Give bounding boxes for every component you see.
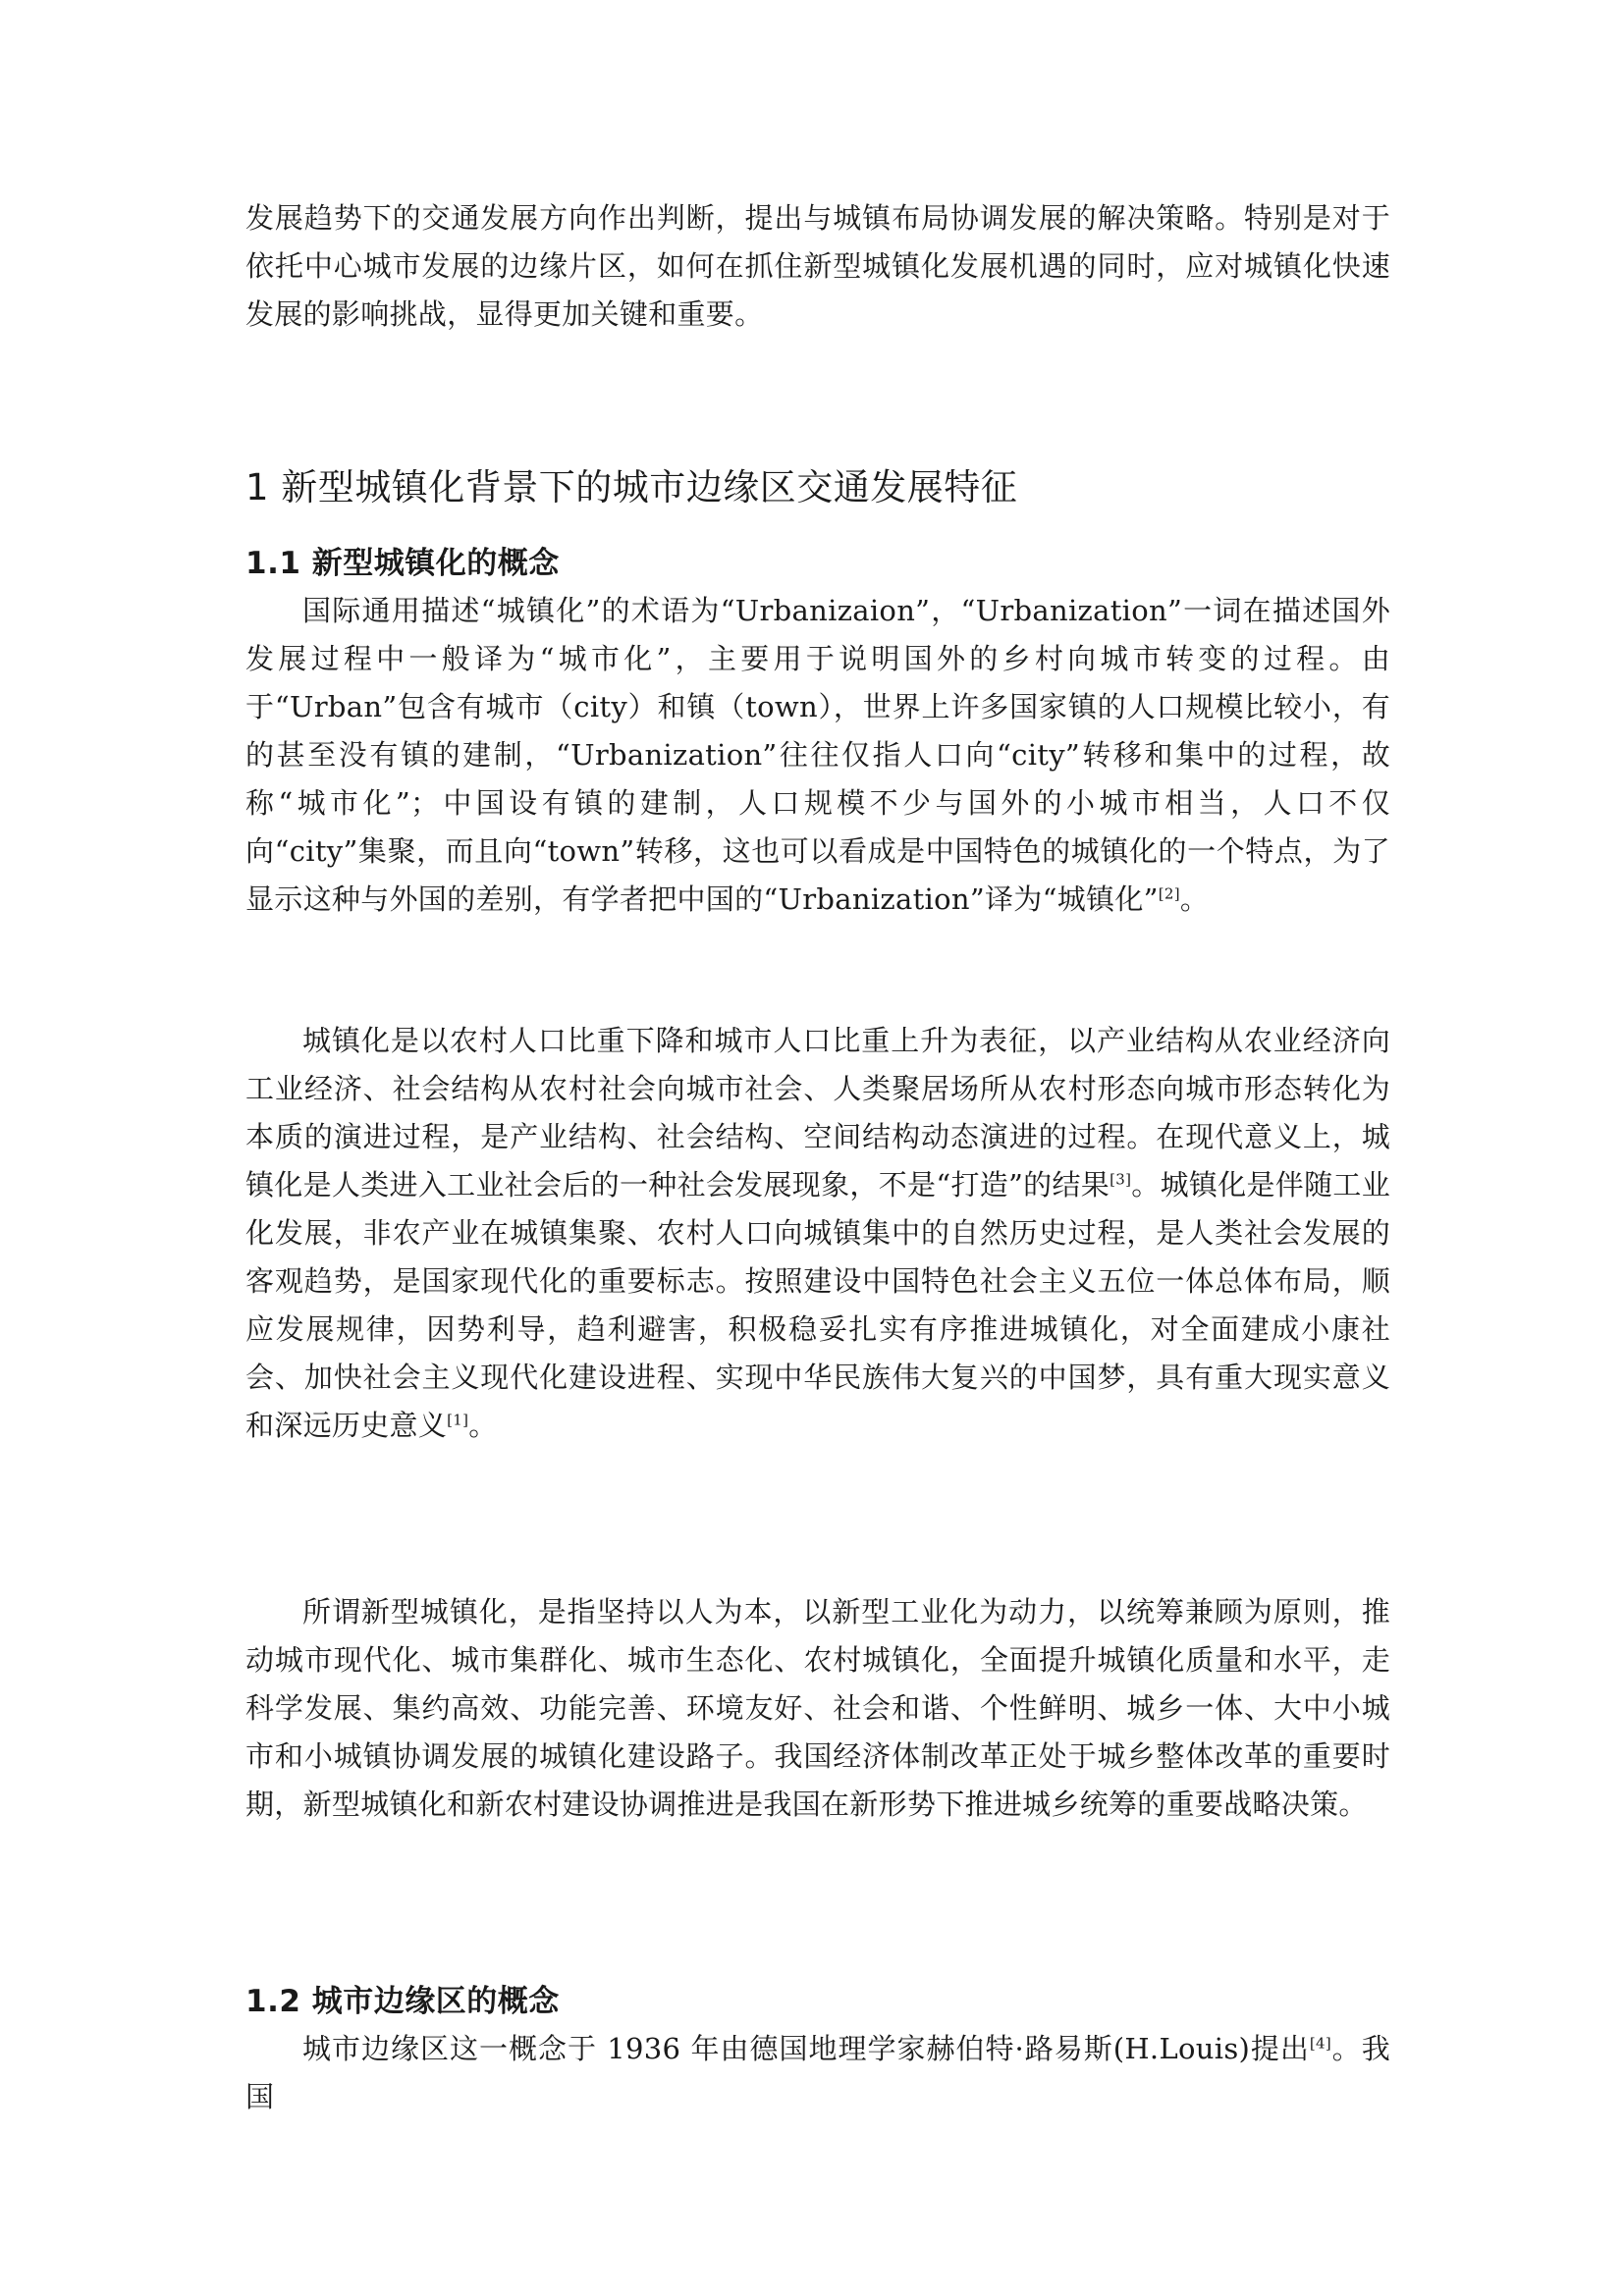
paragraph-end: 。 [468, 1409, 498, 1442]
paragraph-end: 。我国 [245, 2032, 1390, 2113]
section-1-1-heading: 1.1 新型城镇化的概念 [245, 546, 560, 581]
citation-ref: [2] [1158, 884, 1180, 903]
citation-ref: [4] [1309, 2034, 1331, 2053]
section-1-2-heading: 1.2 城市边缘区的概念 [245, 1984, 560, 2019]
section-1-2-paragraph-1 [245, 2025, 1390, 2121]
section-1-heading: 1 新型城镇化背景下的城市边缘区交通发展特征 [245, 466, 1018, 508]
section-1-1-paragraph-3: 所谓新型城镇化，是指坚持以人为本，以新型工业化为动力，以统筹兼顾为原则，推动城市现代化、城市集群化、城市生态化、农村城镇化，全面提升城镇化质量和水平，走科学发展、集约高效、功能完善、环境友好、社会和谐、个性鲜明、城乡一体、大中小城市和小城镇协调发展的城镇化建设路子。我国经济体制改革正处于城乡整体改革的重要时期，新型城镇化和新农村建设协调推进是我国在新形势下推进城乡统筹的重要战略决策。 [245, 1595, 1390, 1821]
paragraph-text: 城市边缘区这一概念于 1936 年由德国地理学家赫伯特·路易斯(H.Louis)提出 [302, 2032, 1310, 2065]
citation-ref: [3] [1110, 1170, 1132, 1189]
section-1-1-paragraph-2 [245, 1017, 1390, 1450]
paragraph-text: 。城镇化是伴随工业化发展，非农产业在城镇集聚、农村人口向城镇集中的自然历史过程，是人类社会发展的客观趋势，是国家现代化的重要标志。按照建设中国特色社会主义五位一体总体布局，顺应发展规律，因势利导，趋利避害，积极稳妥扎实有序推进城镇化，对全面建成小康社会、加快社会主义现代化建设进程、实现中华民族伟大复兴的中国梦，具有重大现实意义和深远历史意义 [245, 1168, 1391, 1442]
section-1-1-paragraph-1 [245, 587, 1390, 924]
paragraph-text: 城镇化是以农村人口比重下降和城市人口比重上升为表征，以产业结构从农业经济向工业经济、社会结构从农村社会向城市社会、人类聚居场所从农村形态向城市形态转化为本质的演进过程，是产业结构、社会结构、空间结构动态演进的过程。在现代意义上，城镇化是人类进入工业社会后的一种社会发展现象，不是“打造”的结果 [245, 1024, 1390, 1201]
paragraph-text: 国际通用描述“城镇化”的术语为“Urbanizaion”，“Urbanization”一词在描述国外发展过程中一般译为“城市化”，主要用于说明国外的乡村向城市转变的过程。由于“Urban”包含有城市（city）和镇（town），世界上许多国家镇的人口规模比较小，有的甚至没有镇的建制，“Urbanization”往往仅指人口向“city”转移和集中的过程，故称“城市化”；中国设有镇的建制，人口规模不少与国外的小城市相当，人口不仅向“city”集聚，而且向“town”转移，这也可以看成是中国特色的城镇化的一个特点，为了显示这种与外国的差别，有学者把中国的“Urbanization”译为“城镇化” [245, 594, 1390, 916]
paragraph-end: 。 [1179, 882, 1210, 916]
intro-paragraph: 发展趋势下的交通发展方向作出判断，提出与城镇布局协调发展的解决策略。特别是对于依托中心城市发展的边缘片区，如何在抓住新型城镇化发展机遇的同时，应对城镇化快速发展的影响挑战，显得更加关键和重要。 [245, 201, 1390, 331]
citation-ref: [1] [447, 1411, 469, 1429]
